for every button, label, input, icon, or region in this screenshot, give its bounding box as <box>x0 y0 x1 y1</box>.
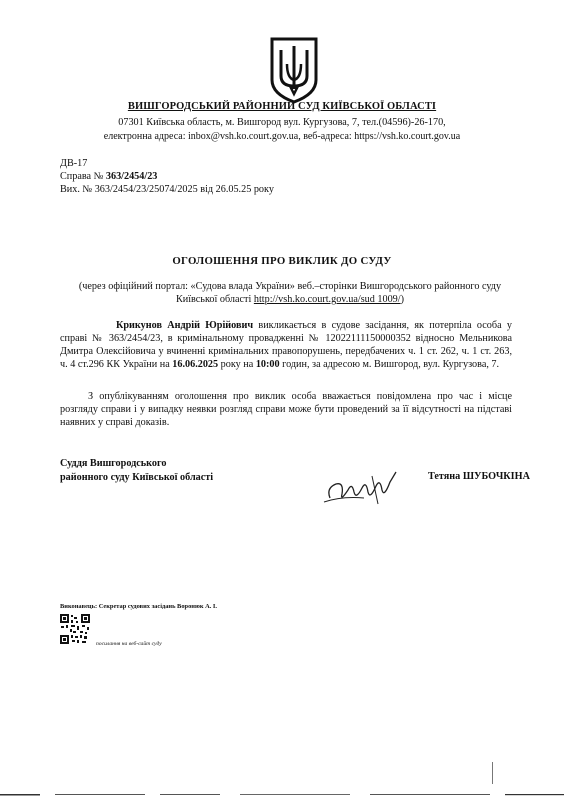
summons-text-b: року на <box>218 358 256 370</box>
case-label: Справа № <box>60 171 106 182</box>
qr-code-icon[interactable] <box>60 614 90 644</box>
summons-paragraph <box>60 320 512 372</box>
court-address: 07301 Київська область, м. Вишгород вул. Кургузова, 7, тел.(04596)-26-170, <box>118 117 446 128</box>
judge-title <box>60 457 213 484</box>
form-code: ДВ-17 <box>60 158 88 169</box>
summoned-person-name: Крикунов Андрій Юрійович <box>116 320 254 331</box>
court-name: ВИШГОРОДСЬКИЙ РАЙОННИЙ СУД КИЇВСЬКОЇ ОБЛАСТІ <box>127 101 437 112</box>
subtitle-text: (через офіційний портал: «Судова влада України» веб.–сторінки Вишгородського районного суду Київської області <box>78 281 502 305</box>
court-contacts: електронна адреса: inbox@vsh.ko.court.gov.ua, веб-адреса: https://vsh.ko.court.gov.ua <box>103 131 461 142</box>
consequence-paragraph: З опублікуванням оголошення про виклик особа вважається повідомлена про час і місце розгляду справи і у випадку неявки розгляд справи може бути проведений за її відсутності на підставі наявних у справі доказів. <box>60 391 512 428</box>
judge-title-line2: районного суду Київської області <box>60 471 214 483</box>
subtitle-end: ) <box>400 294 405 305</box>
case-number: 363/2454/23 <box>105 171 158 182</box>
notice-subtitle <box>75 280 505 306</box>
judge-title-line1: Суддя Вишгородського <box>60 458 167 469</box>
judge-name: Тетяна ШУБОЧКІНА <box>428 471 530 482</box>
scan-mark-divider <box>492 762 494 784</box>
hearing-date: 16.06.2025 <box>172 358 219 370</box>
trident-emblem-icon <box>268 36 320 104</box>
scan-artifact-divider <box>0 790 564 800</box>
qr-caption: посилання на веб-сайт суду <box>96 641 162 647</box>
hearing-time: 10:00 <box>255 358 280 370</box>
notice-title: ОГОЛОШЕННЯ ПРО ВИКЛИК ДО СУДУ <box>172 255 392 267</box>
summons-text-c: годин, за адресою м. Вишгород, вул. Кургузова, 7. <box>279 358 500 370</box>
outgoing-number: Вих. № 363/2454/23/25074/2025 від 26.05.25 року <box>60 184 274 195</box>
executor-line: Виконавець: Секретар судових засідань Воронюк А. І. <box>60 603 218 610</box>
case-number-line <box>60 171 157 182</box>
handwritten-signature-icon <box>322 468 400 508</box>
summons-text-a: викликається в судове засідання, як потерпіла особа у справі № 363/2454/23, в кримінальному провадженні № 12022111150000352 відносно Мельникова Дмитра Олексійовича у вчиненні кримінальних правопорушень, передбачених ч. 1 ст. 262, ч. 1 ст. 263, ч. 4 ст.296 КК України на <box>60 320 512 370</box>
portal-link[interactable]: http://vsh.ko.court.gov.ua/sud 1009/ <box>253 294 401 305</box>
